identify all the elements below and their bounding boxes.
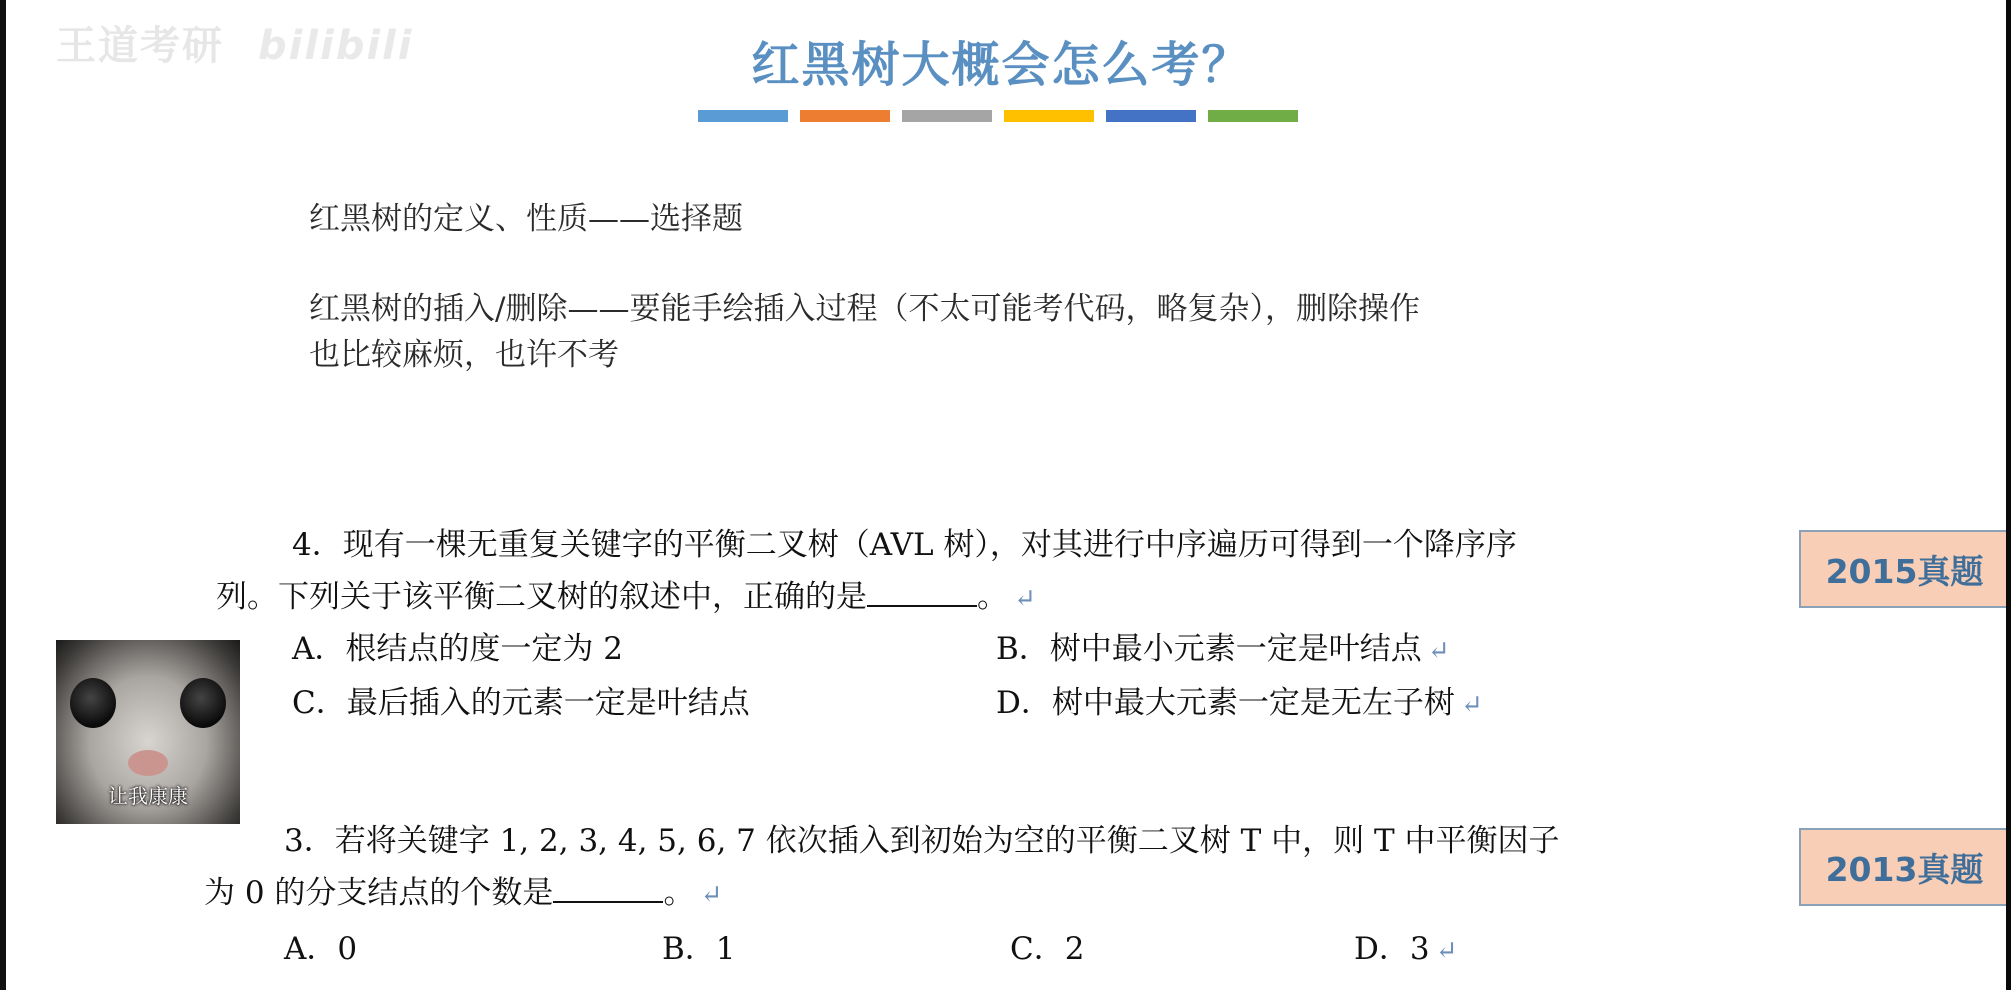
q2015-option-d	[996, 680, 1483, 728]
right-edge	[2006, 0, 2011, 990]
q2015-stem-line1	[292, 522, 1517, 568]
q2015-option-c	[292, 680, 750, 726]
bullet-line: 红黑树的定义、性质——选择题	[309, 201, 743, 237]
accent-bar	[1106, 110, 1196, 122]
option-text: C．最后插入的元素一定是叶结点	[292, 685, 750, 721]
q2013-option-a	[284, 926, 357, 972]
period: 。	[663, 875, 695, 911]
q2015-option-a	[292, 626, 623, 672]
q2013-option-d	[1354, 926, 1457, 974]
q2013-stem-text: 为 0 的分支结点的个数是	[204, 875, 554, 911]
option-text: B．1	[662, 931, 736, 967]
slide-title: 红黑树大概会怎么考？	[751, 37, 1252, 93]
q2013-stem-line2	[204, 870, 722, 918]
option-text: A．根结点的度一定为 2	[292, 631, 623, 667]
option-text: B．树中最小元素一定是叶结点	[996, 631, 1422, 667]
return-mark-icon: ↵	[1014, 584, 1036, 614]
return-mark-icon: ↵	[1427, 636, 1450, 666]
cat-eye-left	[70, 678, 116, 728]
return-mark-icon: ↵	[700, 880, 723, 910]
q2013-stem-text: 3．若将关键字 1, 2, 3, 4, 5, 6, 7 依次插入到初始为空的平衡二叉树 T 中，则 T 中平衡因子	[284, 823, 1560, 859]
option-text: D．3	[1354, 931, 1430, 967]
q2013-option-c	[1010, 926, 1084, 972]
q2015-stem-text: 列。下列关于该平衡二叉树的叙述中，正确的是	[216, 579, 867, 615]
cat-eye-right	[180, 678, 226, 728]
bullet-definition	[309, 196, 743, 242]
option-text: C．2	[1010, 931, 1085, 967]
watermark-text: 王道考研	[56, 23, 224, 69]
q2013-option-b	[662, 926, 736, 972]
q2015-stem-line2	[216, 574, 1036, 622]
answer-blank	[867, 579, 977, 607]
bilibili-logo: bilibili	[257, 23, 414, 69]
accent-bar	[800, 110, 890, 122]
q2015-stem-text: 4．现有一棵无重复关键字的平衡二叉树（AVL 树），对其进行中序遍历可得到一个降序序	[292, 527, 1517, 563]
accent-bar	[902, 110, 992, 122]
slide	[6, 0, 2006, 990]
option-text: A．0	[284, 931, 358, 967]
badge-2013: 2013真题	[1799, 828, 2010, 906]
return-mark-icon: ↵	[1435, 936, 1458, 966]
accent-bar	[1004, 110, 1094, 122]
cat-meme-image	[56, 640, 240, 824]
q2015-option-b	[996, 626, 1450, 674]
badge-2015: 2015真题	[1799, 530, 2010, 608]
bullet-line: 也比较麻烦，也许不考	[309, 337, 619, 373]
accent-bar	[698, 110, 788, 122]
answer-blank	[553, 875, 663, 903]
meme-caption: 让我康康	[108, 784, 188, 808]
period: 。	[977, 579, 1008, 615]
bullet-insert-delete	[309, 286, 1420, 378]
accent-bar	[1208, 110, 1298, 122]
q2013-stem-line1	[284, 818, 1560, 864]
cat-nose	[128, 750, 168, 776]
bullet-line: 红黑树的插入/删除——要能手绘插入过程（不太可能考代码，略复杂），删除操作	[309, 291, 1420, 327]
return-mark-icon: ↵	[1460, 690, 1483, 720]
option-text: D．树中最大元素一定是无左子树	[996, 685, 1455, 721]
